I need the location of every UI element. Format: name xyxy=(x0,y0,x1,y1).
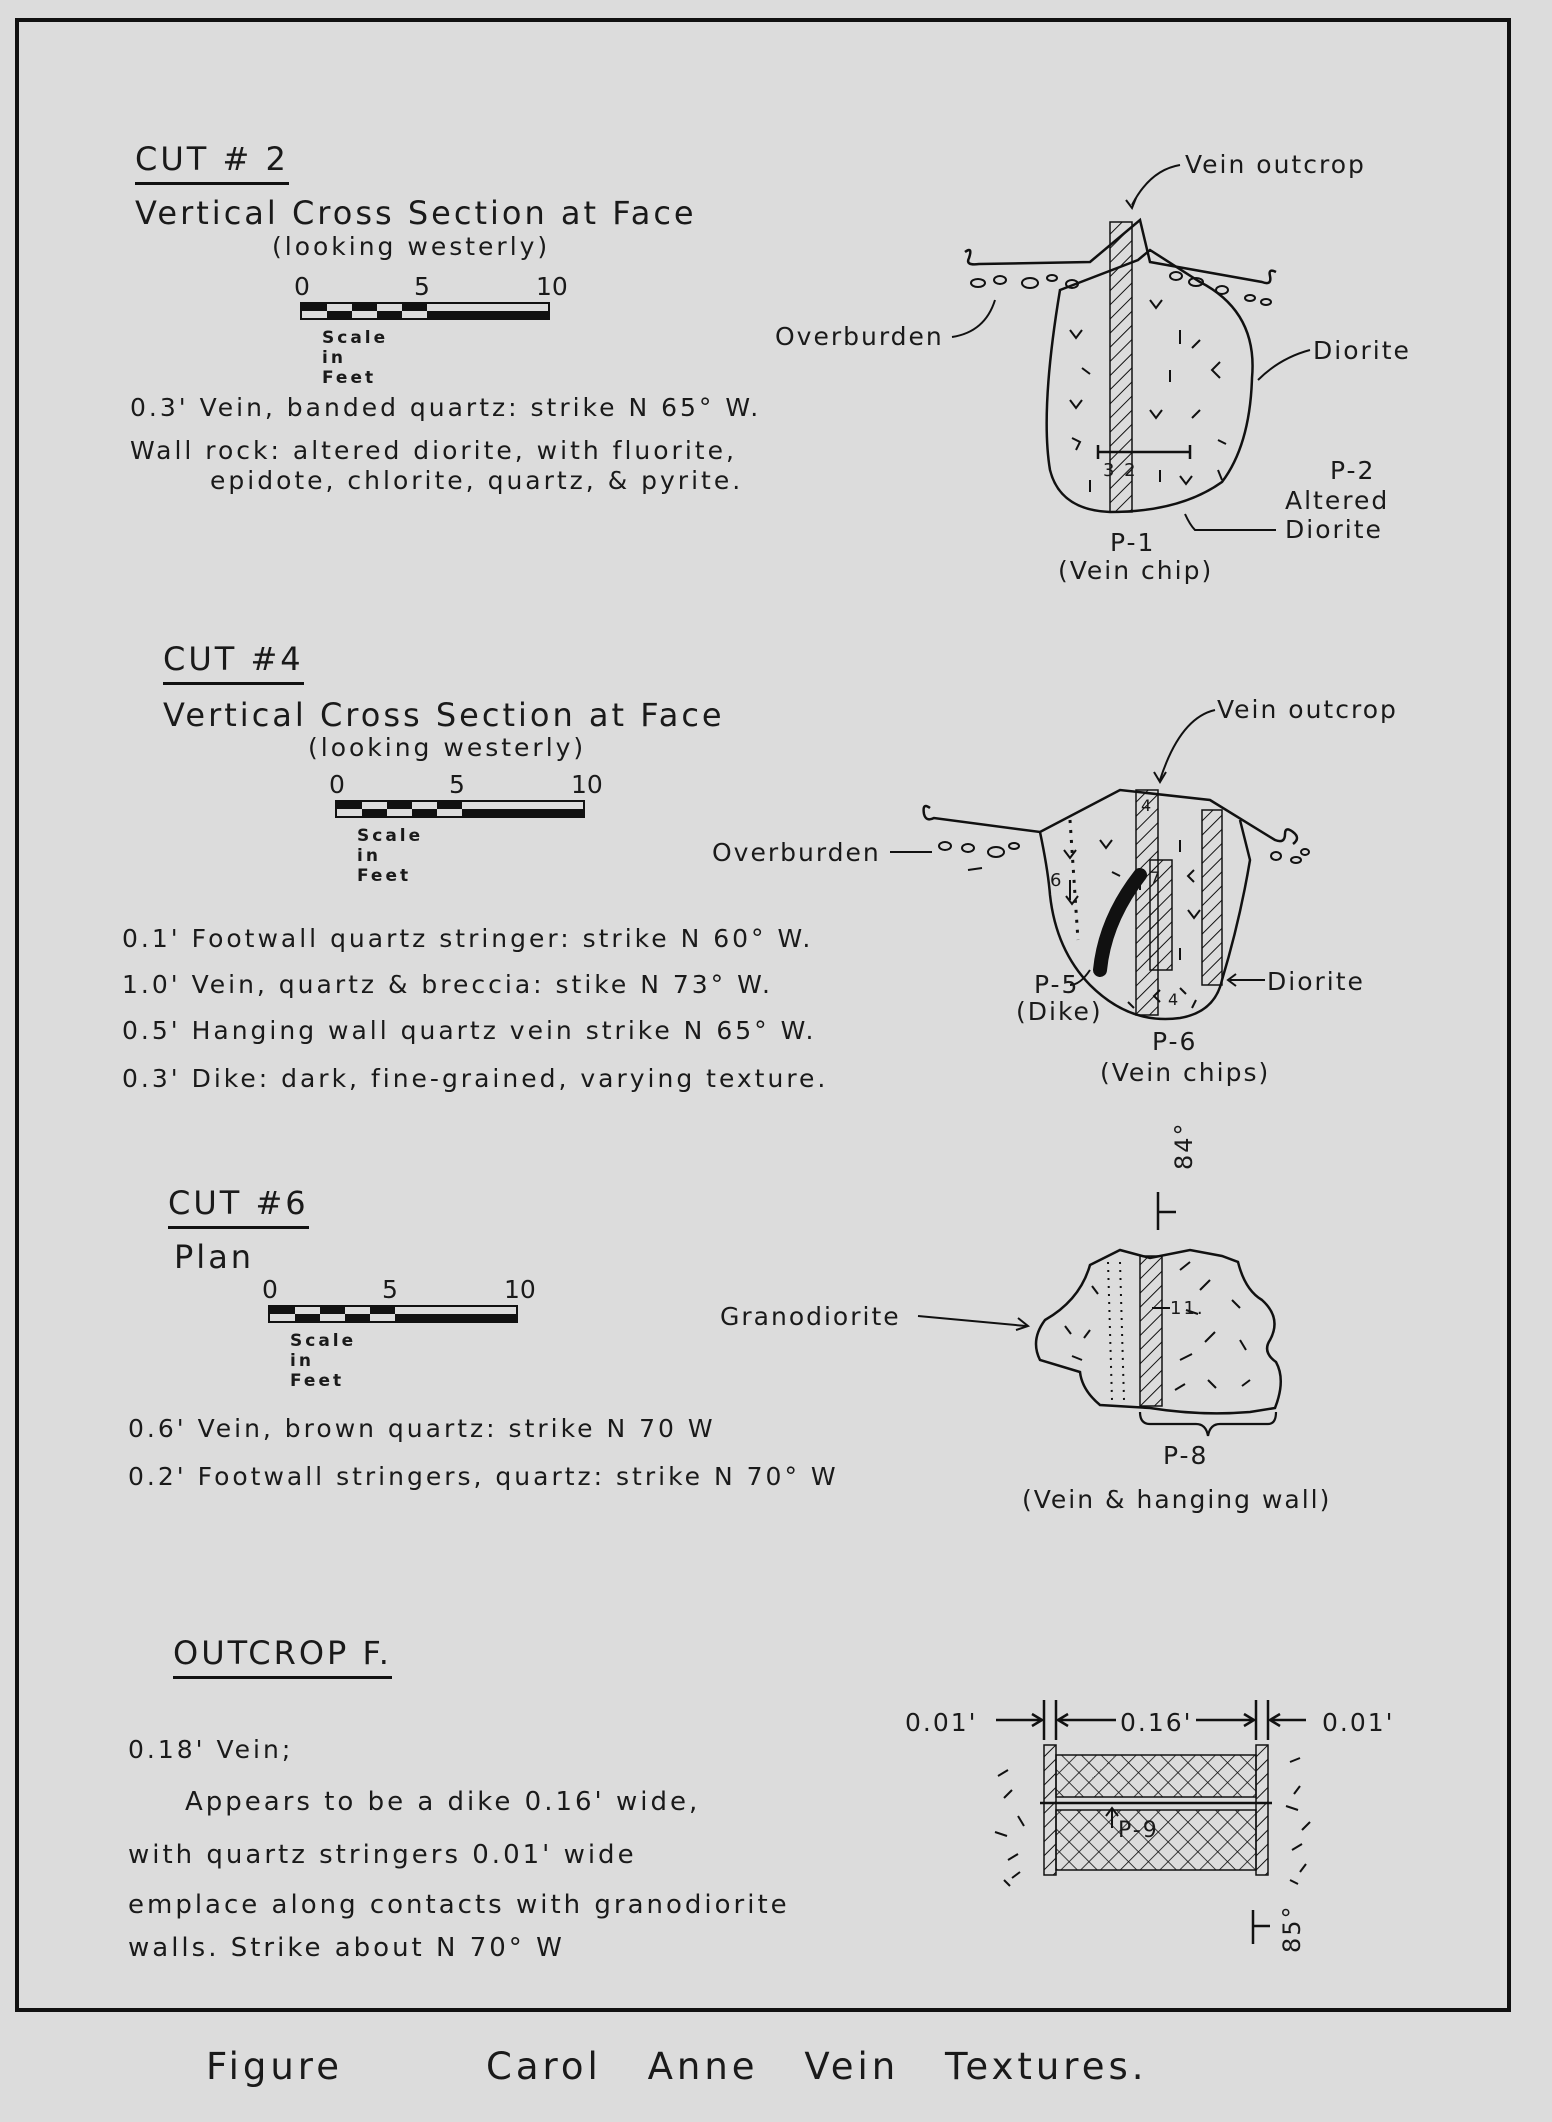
cut4-note-dike: 0.3' Dike: dark, fine-grained, varying texture. xyxy=(122,1064,829,1093)
outcrop-f-width-right: 0.01' xyxy=(1322,1708,1395,1737)
cut2-note-minerals: epidote, chlorite, quartz, & pyrite. xyxy=(210,466,744,495)
cut2-note-vein: 0.3' Vein, banded quartz: strike N 65° W. xyxy=(130,393,762,422)
figure-caption-title: Carol Anne Vein Textures. xyxy=(486,2045,1148,2088)
cut4-note-vein: 1.0' Vein, quartz & breccia: stike N 73° W. xyxy=(122,970,773,999)
cut2-direction: (looking westerly) xyxy=(272,232,551,261)
cut4-mark-4-top: 4 xyxy=(1141,796,1154,815)
cut4-label-overburden: Overburden xyxy=(712,838,881,867)
outcrop-f-note-4: walls. Strike about N 70° W xyxy=(128,1933,565,1963)
cut4-note-footwall: 0.1' Footwall quartz stringer: strike N 60° W. xyxy=(122,924,814,953)
cut4-heading: CUT #4 xyxy=(163,640,304,678)
cut4-note-hanging-wall: 0.5' Hanging wall quartz vein strike N 65° W. xyxy=(122,1016,817,1045)
outcrop-f-width-left: 0.01' xyxy=(905,1708,978,1737)
cut6-note-stringers: 0.2' Footwall stringers, quartz: strike N 70° W xyxy=(128,1462,839,1491)
cut6-label-p8: P-8 xyxy=(1163,1441,1209,1470)
cut4-label-vein-outcrop: Vein outcrop xyxy=(1217,695,1398,724)
cut4-mark-6: 6 xyxy=(1050,870,1064,891)
cut6-label-granodiorite: Granodiorite xyxy=(720,1302,901,1331)
cut2-subtitle: Vertical Cross Section at Face xyxy=(135,194,697,232)
cut2-label-vein-chip: (Vein chip) xyxy=(1058,556,1214,585)
cut6-dip-label: 84° xyxy=(1170,1121,1198,1170)
cut2-heading: CUT # 2 xyxy=(135,140,289,178)
cut2-note-wallrock: Wall rock: altered diorite, with fluorite, xyxy=(130,436,737,465)
cut4-label-p6: P-6 xyxy=(1152,1027,1198,1056)
cut6-label-vein-hanging-wall: (Vein & hanging wall) xyxy=(1022,1485,1332,1514)
cut2-label-p1: P-1 xyxy=(1110,528,1156,557)
outcrop-f-note-3: emplace along contacts with granodiorite xyxy=(128,1890,790,1920)
cut6-note-vein: 0.6' Vein, brown quartz: strike N 70 W xyxy=(128,1414,716,1443)
cut2-label-p2: P-2 xyxy=(1330,456,1376,485)
cut2-width-mark: 3 2 xyxy=(1103,460,1138,481)
cut6-heading: CUT #6 xyxy=(168,1184,309,1222)
cut2-label-altered: Altered xyxy=(1285,486,1390,515)
outcrop-f-note-vein: 0.18' Vein; xyxy=(128,1735,294,1764)
figure-caption-label: Figure xyxy=(206,2045,343,2088)
outcrop-f-note-1: Appears to be a dike 0.16' wide, xyxy=(185,1787,701,1817)
cut4-mark-4-bottom: 4 xyxy=(1168,990,1181,1009)
cut2-label-diorite: Diorite xyxy=(1313,336,1411,365)
cut4-label-p5: P-5 xyxy=(1034,970,1080,999)
outcrop-f-heading: OUTCROP F. xyxy=(173,1634,392,1672)
outcrop-f-label-p9: P-9 xyxy=(1118,1818,1159,1843)
cut2-label-vein-outcrop: Vein outcrop xyxy=(1185,150,1366,179)
outcrop-f-note-2: with quartz stringers 0.01' wide xyxy=(128,1840,637,1870)
cut6-subtitle: Plan xyxy=(174,1238,255,1276)
outcrop-f-dip-label: 85° xyxy=(1278,1904,1306,1953)
cut2-label-altered-diorite: Diorite xyxy=(1285,515,1383,544)
cut6-mark-11: 11. xyxy=(1170,1298,1205,1319)
cut4-label-diorite: Diorite xyxy=(1267,967,1365,996)
outcrop-f-width-mid: 0.16' xyxy=(1120,1708,1193,1737)
cut2-label-overburden: Overburden xyxy=(775,322,944,351)
cut4-subtitle: Vertical Cross Section at Face xyxy=(163,696,725,734)
cut4-mark-7: 7 xyxy=(1150,868,1163,887)
cut4-label-dike: (Dike) xyxy=(1016,997,1103,1026)
cut4-label-vein-chips: (Vein chips) xyxy=(1100,1058,1271,1087)
cut4-direction: (looking westerly) xyxy=(308,733,587,762)
